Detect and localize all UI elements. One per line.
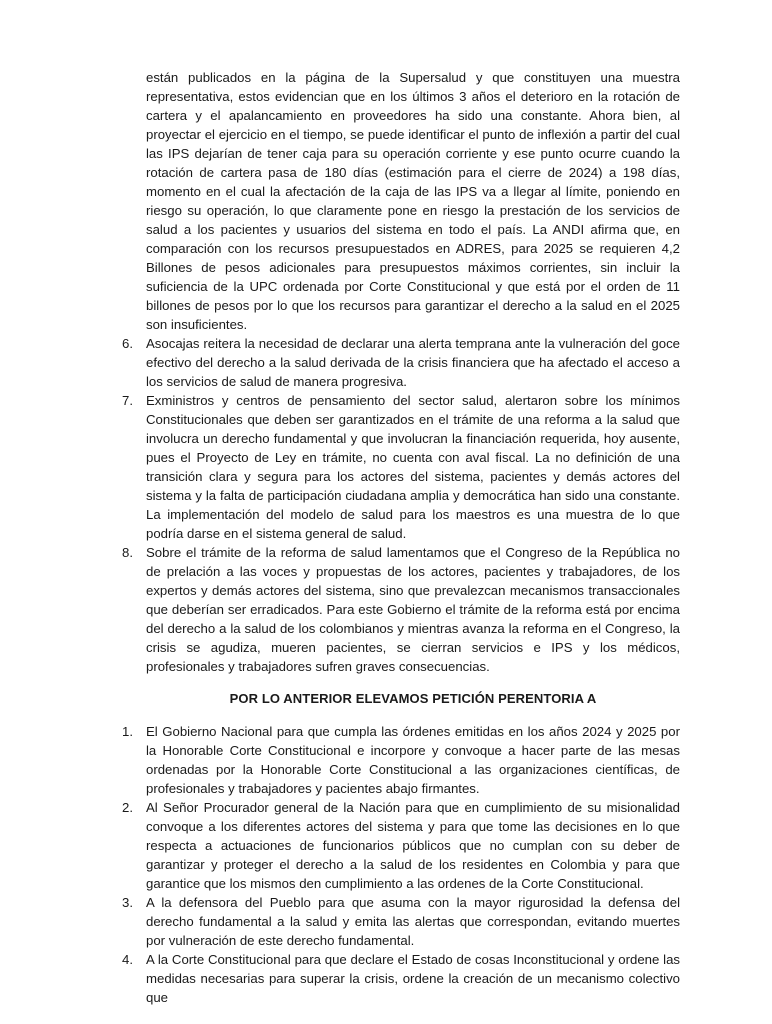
item-text: Exministros y centros de pensamiento del sector salud, alertaron sobre los mínimos Constitucionales que deben ser garantizados en el trámite de una reforma a la salud que involucra un derecho fundamental y que involucran la financiación requerida, hoy ausente, pues el Proyecto de Ley en trámite, no cuenta con aval fiscal. La no definición de una transición clara y segura para los actores del sistema, pacientes y demás actores del sistema y la falta de participación ciudadana amplia y democrática han sido una constante. La implementación del modelo de salud para los maestros es una muestra de lo que podría darse en el sistema general de salud. — [146, 393, 680, 541]
item-text: Asocajas reitera la necesidad de declarar una alerta temprana ante la vulneración del goce efectivo del derecho a la salud derivada de la crisis financiera que ha afectado el acceso a los servicios de salud de manera progresiva. — [146, 336, 680, 389]
item-number: 4. — [122, 952, 133, 967]
consideration-item — [122, 543, 680, 676]
consideration-item — [122, 334, 680, 391]
petition-item — [122, 893, 680, 950]
petition-heading: POR LO ANTERIOR ELEVAMOS PETICIÓN PERENTORIA A — [229, 691, 597, 706]
item-number: 8. — [122, 545, 133, 560]
item-text: Sobre el trámite de la reforma de salud lamentamos que el Congreso de la República no de prelación a las voces y propuestas de los actores, pacientes y trabajadores, de los expertos y demás actores del sistema, sino que prevalezcan mecanismos transaccionales que deberían ser erradicados. Para este Gobierno el trámite de la reforma está por encima del derecho a la salud de los colombianos y mientras avanza la reforma en el Congreso, la crisis se agudiza, mueren pacientes, se cierran servicios e IPS y los médicos, profesionales y trabajadores sufren graves consecuencias. — [146, 545, 680, 674]
petition-item — [122, 722, 680, 798]
item-number: 7. — [122, 393, 133, 408]
petition-item — [122, 950, 680, 1007]
petition-item — [122, 798, 680, 893]
item-text: Al Señor Procurador general de la Nación para que en cumplimiento de su misionalidad convoque a los diferentes actores del sistema y para que tome las decisiones en lo que respecta a actuaciones de funcionarios públicos que no cumplan con su deber de garantizar y proteger el derecho a la salud de los residentes en Colombia y para que garantice que los mismos den cumplimiento a las ordenes de la Corte Constitucional. — [146, 800, 680, 891]
item-number: 6. — [122, 336, 133, 351]
item-number: 3. — [122, 895, 133, 910]
considerations-list — [122, 334, 680, 676]
item-text: El Gobierno Nacional para que cumpla las órdenes emitidas en los años 2024 y 2025 por la Honorable Corte Constitucional e incorpore y convoque a hacer parte de las mesas ordenadas por la Honorable Corte Constitucional a las organizaciones científicas, de profesionales y trabajadores y pacientes abajo firmantes. — [146, 724, 680, 796]
intro-paragraph: están publicados en la página de la Supersalud y que constituyen una muestra representativa, estos evidencian que en los últimos 3 años el deterioro en la rotación de cartera y el apalancamiento en proveedores ha sido una constante. Ahora bien, al proyectar el ejercicio en el tiempo, se puede identificar el punto de inflexión a partir del cual las IPS dejarían de tener caja para su operación corriente y ese punto ocurre cuando la rotación de cartera pasa de 180 días (estimación para el cierre de 2024) a 198 días, momento en el cual la afectación de la caja de las IPS va a llegar al límite, poniendo en riesgo su operación, lo que claramente pone en riesgo la prestación de los servicios de salud a los pacientes y usuarios del sistema en todo el país. La ANDI afirma que, en comparación con los recursos presupuestados en ADRES, para 2025 se requieren 4,2 Billones de pesos adicionales para presupuestos máximos corrientes, sin incluir la suficiencia de la UPC ordenada por Corte Constitucional y que está por el orden de 11 billones de pesos por lo que los recursos para garantizar el derecho a la salud en el 2025 son insuficientes. — [146, 70, 680, 332]
document-body — [122, 68, 680, 1007]
petitions-list — [122, 722, 680, 1007]
consideration-item — [122, 391, 680, 543]
item-text: A la defensora del Pueblo para que asuma con la mayor rigurosidad la defensa del derecho fundamental a la salud y emita las alertas que correspondan, evitando muertes por vulneración de este derecho fundamental. — [146, 895, 680, 948]
item-number: 2. — [122, 800, 133, 815]
item-number: 1. — [122, 724, 133, 739]
item-text: A la Corte Constitucional para que declare el Estado de cosas Inconstitucional y ordene las medidas necesarias para superar la crisis, ordene la creación de un mecanismo colectivo que — [146, 952, 680, 1005]
